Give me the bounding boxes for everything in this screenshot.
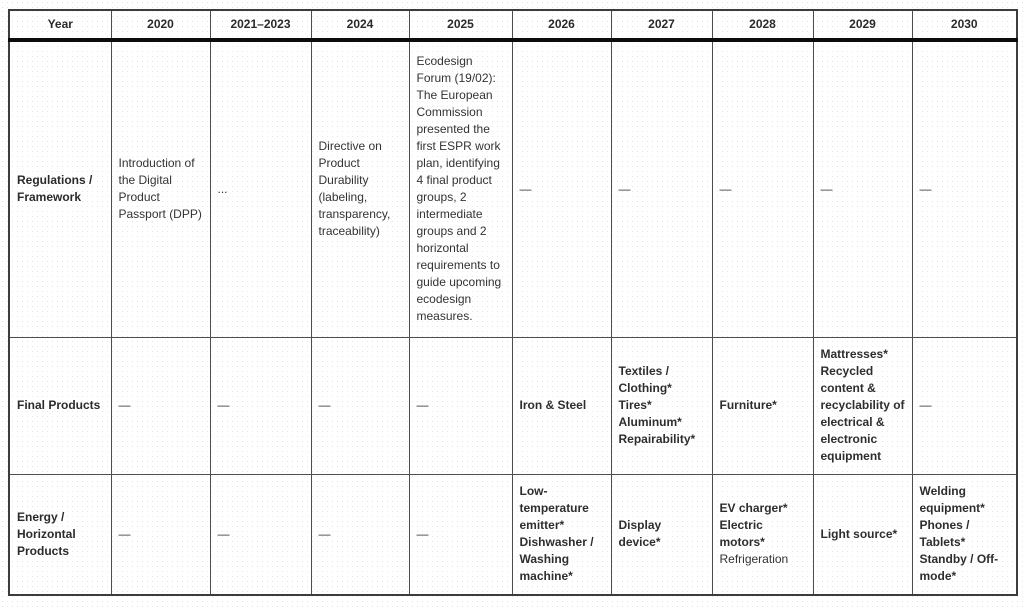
row-label: Regulations / Framework <box>9 40 111 337</box>
cell-text: Dishwasher / Washing machine* <box>519 535 594 584</box>
cell-text: Phones / Tablets* <box>919 518 970 550</box>
cell-text: — <box>217 526 230 541</box>
cell-text: Mattresses* <box>820 346 888 361</box>
ecodesign-timeline-table <box>8 9 1018 596</box>
table-cell <box>611 40 712 337</box>
table-cell <box>712 474 813 595</box>
cell-text: — <box>217 397 230 412</box>
row-label: Energy / Horizontal Products <box>9 474 111 595</box>
column-header-2021–2023: 2021–2023 <box>210 10 311 40</box>
table-cell <box>512 474 611 595</box>
cell-text: Light source* <box>820 526 898 541</box>
table-header-row <box>9 10 1017 40</box>
cell-text: — <box>318 526 331 541</box>
cell-text: — <box>318 397 331 412</box>
table-cell <box>813 337 912 474</box>
cell-text: — <box>118 526 131 541</box>
column-header-2028: 2028 <box>712 10 813 40</box>
table-cell <box>111 474 210 595</box>
cell-text: Recycled content & recyclability of electrical & electronic equipment <box>820 363 905 464</box>
table-cell <box>912 40 1017 337</box>
table-cell <box>611 474 712 595</box>
table-row <box>9 337 1017 474</box>
table-cell <box>512 40 611 337</box>
cell-text: Welding equipment* <box>919 484 985 516</box>
cell-text: — <box>820 181 833 196</box>
table-cell <box>813 40 912 337</box>
table-cell <box>912 337 1017 474</box>
cell-text: Low-temperature emitter* <box>519 484 589 533</box>
table-cell <box>409 337 512 474</box>
cell-text: Electric motors* <box>719 518 765 550</box>
cell-text: Aluminum* <box>618 415 682 430</box>
cell-text: — <box>719 181 732 196</box>
cell-text: — <box>118 397 131 412</box>
year-column-header: Year <box>9 10 111 40</box>
column-header-2024: 2024 <box>311 10 409 40</box>
cell-text: — <box>416 526 429 541</box>
table-cell <box>512 337 611 474</box>
table-cell <box>611 337 712 474</box>
table-cell <box>311 337 409 474</box>
cell-text: ... <box>217 181 228 196</box>
column-header-2029: 2029 <box>813 10 912 40</box>
table-cell <box>912 474 1017 595</box>
column-header-2027: 2027 <box>611 10 712 40</box>
cell-text: Ecodesign Forum (19/02): The European Commission presented the first ESPR work plan, identifying 4 final product groups, 2 intermediate groups and 2 horizontal requirements to guide upcoming ecodesign measures. <box>416 54 502 324</box>
table-cell <box>210 40 311 337</box>
table-cell <box>409 40 512 337</box>
table-cell <box>712 337 813 474</box>
table-cell <box>813 474 912 595</box>
cell-text: Furniture* <box>719 397 777 412</box>
cell-text: — <box>919 181 932 196</box>
column-header-2026: 2026 <box>512 10 611 40</box>
cell-text: EV charger* <box>719 501 788 516</box>
cell-text: — <box>919 397 932 412</box>
column-header-2025: 2025 <box>409 10 512 40</box>
table-cell <box>311 474 409 595</box>
cell-text: Tires* <box>618 397 652 412</box>
cell-text: Standby / Off-mode* <box>919 552 999 584</box>
column-header-2030: 2030 <box>912 10 1017 40</box>
cell-text: Textiles / Clothing* <box>618 363 672 395</box>
table-cell <box>210 337 311 474</box>
table-row <box>9 474 1017 595</box>
cell-text: Display device* <box>618 518 662 550</box>
cell-text: Introduction of the Digital Product Passport (DPP) <box>118 156 202 222</box>
cell-text: — <box>519 181 532 196</box>
table-cell <box>712 40 813 337</box>
cell-text: — <box>618 181 631 196</box>
cell-text: Repairability* <box>618 432 696 447</box>
row-label: Final Products <box>9 337 111 474</box>
table-cell <box>409 474 512 595</box>
table-cell <box>111 337 210 474</box>
table-cell <box>111 40 210 337</box>
cell-text: Directive on Product Durability (labeling, transparency, traceability) <box>318 139 391 239</box>
column-header-2020: 2020 <box>111 10 210 40</box>
cell-text: — <box>416 397 429 412</box>
table-cell <box>210 474 311 595</box>
cell-text: Refrigeration <box>719 552 789 567</box>
table-cell <box>311 40 409 337</box>
table-row <box>9 40 1017 337</box>
cell-text: Iron & Steel <box>519 397 587 412</box>
